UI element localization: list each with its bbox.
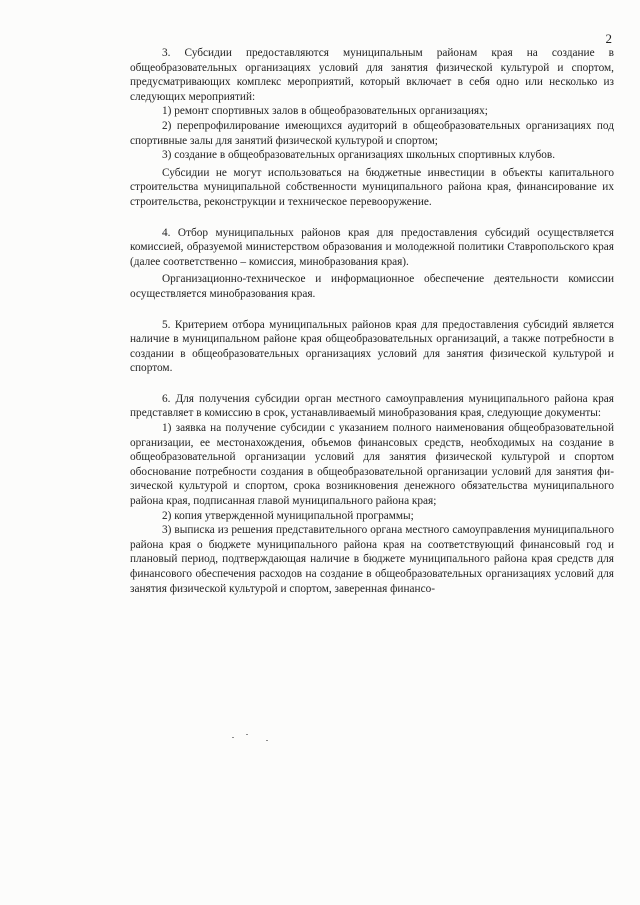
scan-speck: [266, 740, 268, 741]
paragraph-3-item-2: 2) перепрофилирование имеющихся аудиторий в общеобразовательных организациях под спортивные залы для занятий физической культурой и спортом;: [130, 119, 614, 147]
paragraph-5: 5. Критерием отбора муниципальных районов края для предоставления субсидий является наличие в муниципальном районе края общеобразовательных организаций, а также потребности в создании в общеобразовательных организациях условий для занятия физической культурой и спортом.: [130, 318, 614, 375]
page-number: 2: [605, 31, 612, 46]
scan-speck: [232, 737, 234, 738]
paragraph-6-item-2: 2) копия утвержденной муниципальной программы;: [162, 509, 414, 522]
paragraph-6: 6. Для получения субсидии орган местного самоуправления муниципального района края представляет в комиссию в срок, устанавливаемый минобразования края, следующие документы:: [130, 392, 614, 420]
paragraph-4: 4. Отбор муниципальных районов края для предоставления субсидий осуществляется комиссией, образуемой министерством образования и молодежной политики Ставропольского края (далее соответственно – комиссия, минобразования края).: [130, 226, 614, 268]
paragraph-3-note: Субсидии не могут использоваться на бюджетные инвестиции в объекты капитального строительства муниципальной собственности муниципального района края, финансирование их строительства, реконструкции и техническое перевооружение.: [130, 166, 614, 208]
paragraph-6-item-1: 1) заявка на получение субсидии с указанием полного наименования общеобразовательной организации, ее местонахождения, объемов финансовых средств, необходимых на создание в общеобразовательной организации условий для занятия физической культурой и спортом обоснование потребности создания в общеобразовательной организации условий для занятия физической культурой и спортом, срока возникновения денежного обязательства муниципального района края, подписанная главой муниципального района края;: [130, 422, 614, 508]
paragraph-4-note: Организационно-техническое и информационное обеспечение деятельности комиссии осуществляется минобразования края.: [130, 273, 614, 300]
scan-specks: [232, 731, 272, 745]
paragraph-3: 3. Субсидии предоставляются муниципальным районам края на создание в общеобразовательных организациях условий для занятия физической культурой и спортом, предусматривающих комплекс мероприятий, который включает в себя одно или несколько из следующих мероприятий:: [130, 47, 614, 103]
document-body: [130, 46, 614, 596]
paragraph-6-item-3: 3) выписка из решения представительного органа местного самоуправления муниципального района края о бюджете муниципального района края на соответствующий финансовый год и плановый период, подтверждающая наличие в бюджете муниципального района края средств для финансового обеспечения расходов на создание в общеобразовательных организациях условий для занятия физической культурой и спортом, заверенная финансо-: [130, 524, 614, 595]
scan-speck: [246, 734, 248, 735]
paragraph-3-item-1: 1) ремонт спортивных залов в общеобразовательных организациях;: [162, 105, 488, 118]
paragraph-3-item-3: 3) создание в общеобразовательных организациях школьных спортивных клубов.: [162, 149, 556, 162]
